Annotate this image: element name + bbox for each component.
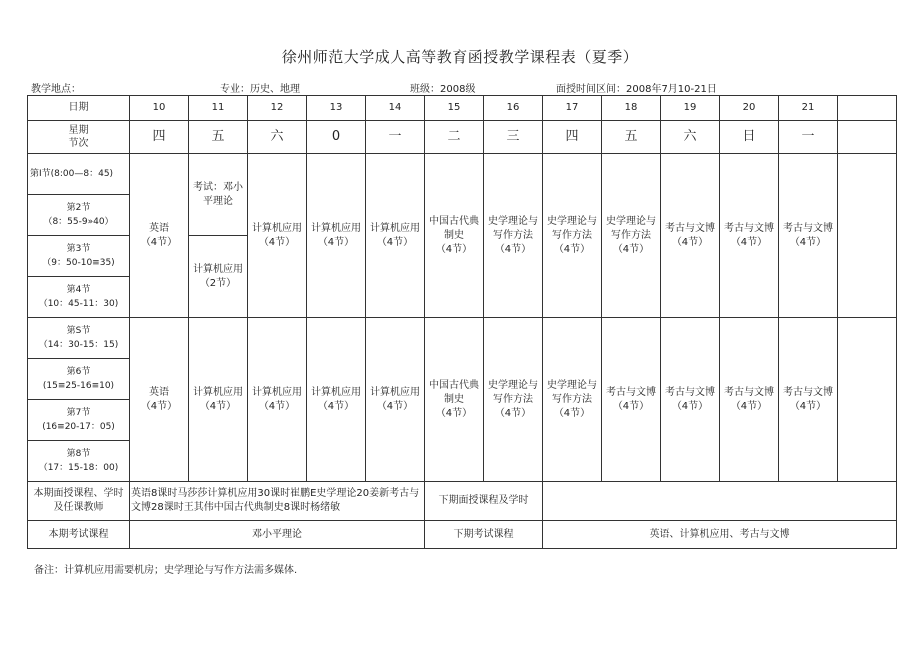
course-cell: 中国古代典制史 （4节） [425,318,484,482]
date-cell: 21 [779,96,838,121]
schedule-table [27,95,897,549]
course-cell: 考古与文博 （4节） [779,154,838,318]
page-title: 徐州师范大学成人高等教育函授教学课程表（夏季） [281,48,639,66]
date-row [28,96,897,121]
date-cell: 11 [189,96,248,121]
course-cell: 史学理论与写作方法 （4节） [543,318,602,482]
weekday-cell: 日 [720,121,779,154]
info-location: 教学地点： [31,84,81,95]
session-3-label: 第3节 （9：50-10≡35) [28,236,130,277]
course-cell: 史学理论与写作方法 （4节） [484,318,543,482]
weekday-row [28,121,897,154]
info-major: 专业：历史、地理 [220,84,300,95]
course-cell: 考古与文博 （4节） [602,318,661,482]
course-cell: 史学理论与写作方法 （4节） [484,154,543,318]
info-period: 面授时间区间：2008年7月10-21日 [556,84,717,95]
weekday-cell: 0 [307,121,366,154]
course-cell: 考古与文博 （4节） [661,154,720,318]
course-cell: 计算机应用 （4节） [248,154,307,318]
weekday-cell: 六 [248,121,307,154]
date-cell: 13 [307,96,366,121]
course-cell: 计算机应用 （2节） [189,236,248,318]
next-courses-content [543,482,897,521]
info-class: 班级：2008级 [410,84,476,95]
course-cell: 中国古代典制史 （4节） [425,154,484,318]
exam-course-cell: 考试：邓小平理论 [189,154,248,236]
date-cell: 15 [425,96,484,121]
empty-cell [838,318,897,482]
course-cell: 计算机应用 （4节） [189,318,248,482]
empty-cell [838,96,897,121]
session-6-label: 第6节 (15≡25-16≡10) [28,359,130,400]
session-7-label: 第7节 (16≡20-17：05) [28,400,130,441]
date-cell: 19 [661,96,720,121]
weekday-cell: 二 [425,121,484,154]
session-row [28,318,897,359]
course-cell: 英语 （4节） [130,154,189,318]
next-exam-content: 英语、计算机应用、考古与文博 [543,521,897,549]
footnote: 备注：计算机应用需要机房；史学理论与写作方法需多媒体. [34,565,298,576]
date-cell: 16 [484,96,543,121]
empty-cell [838,154,897,318]
summary-content: 英语8课时马莎莎计算机应用30课时崔鹏E史学理论20姜新考古与文博28课时王其伟中国古代典制史8课时杨绪敏 [130,482,425,521]
session-1-label: 第I节(8:00—8：45) [28,154,130,195]
date-cell: 18 [602,96,661,121]
weekday-cell: 五 [602,121,661,154]
date-cell: 14 [366,96,425,121]
course-cell: 计算机应用 （4节） [248,318,307,482]
weekday-cell: 四 [543,121,602,154]
date-cell: 10 [130,96,189,121]
course-cell: 计算机应用 （4节） [307,318,366,482]
weekday-cell: 一 [779,121,838,154]
date-label: 日期 [28,96,130,121]
week-section-label: 星期 节次 [28,121,130,154]
session-8-label: 第8节 （17：15-18：00) [28,441,130,482]
exam-label: 本期考试课程 [28,521,130,549]
exam-content: 邓小平理论 [130,521,425,549]
course-cell: 考古与文博 （4节） [779,318,838,482]
session-2-label: 第2节 （8：55-9»40） [28,195,130,236]
course-cell: 史学理论与写作方法 （4节） [602,154,661,318]
course-cell: 考古与文博 （4节） [720,318,779,482]
weekday-cell: 一 [366,121,425,154]
course-cell: 史学理论与写作方法 （4节） [543,154,602,318]
summary-row [28,482,897,521]
course-cell: 计算机应用 （4节） [307,154,366,318]
course-cell: 计算机应用 （4节） [366,154,425,318]
weekday-cell: 五 [189,121,248,154]
empty-cell [838,121,897,154]
next-courses-label: 下期面授课程及学时 [425,482,543,521]
date-cell: 20 [720,96,779,121]
weekday-cell: 三 [484,121,543,154]
summary-label: 本期面授课程、学时及任课教师 [28,482,130,521]
course-cell: 计算机应用 （4节） [366,318,425,482]
course-cell: 考古与文博 （4节） [720,154,779,318]
exam-row [28,521,897,549]
course-cell: 英语 （4节） [130,318,189,482]
session-5-label: 第S节 （14：30-15：15) [28,318,130,359]
date-cell: 17 [543,96,602,121]
session-row [28,154,897,195]
weekday-cell: 四 [130,121,189,154]
course-cell: 考古与文博 （4节） [661,318,720,482]
weekday-cell: 六 [661,121,720,154]
date-cell: 12 [248,96,307,121]
next-exam-label: 下期考试课程 [425,521,543,549]
session-4-label: 第4节 （10：45-11：30) [28,277,130,318]
